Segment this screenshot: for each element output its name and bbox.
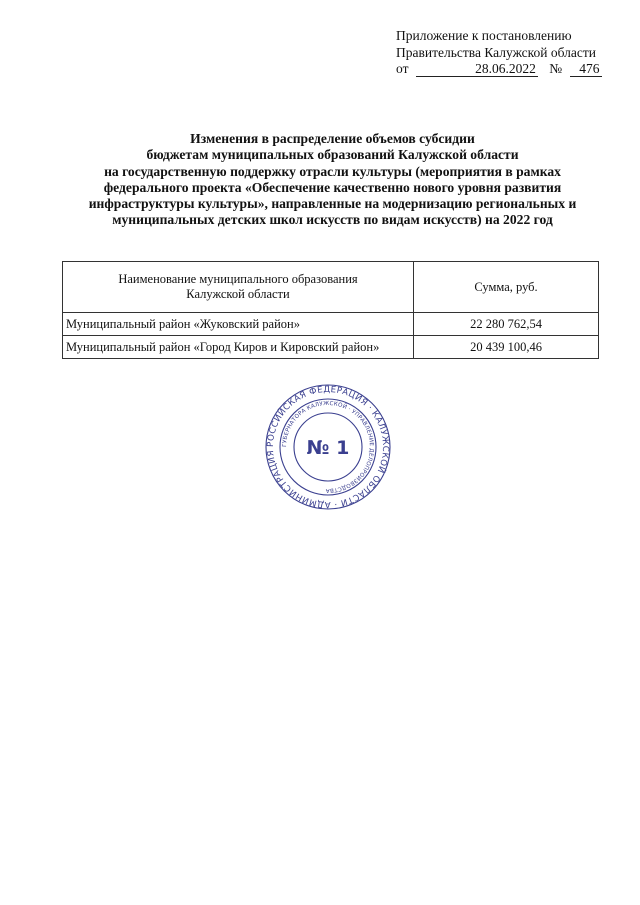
table-header-row: [63, 262, 599, 313]
table-row: [63, 336, 599, 359]
appendix-number-sign: №: [549, 61, 563, 76]
title-line: на государственную поддержку отрасли культуры (мероприятия в рамках: [104, 163, 561, 179]
subsidy-amount: 22 280 762,54: [414, 313, 599, 336]
appendix-line-1: Приложение к постановлению: [396, 28, 572, 43]
document-title: [60, 131, 605, 229]
subsidy-amount: 20 439 100,46: [414, 336, 599, 359]
appendix-note: [396, 28, 628, 78]
title-line: Изменения в распределение объемов субсидии: [190, 131, 475, 146]
table-row: [63, 313, 599, 336]
title-line: федерального проекта «Обеспечение качественно нового уровня развития: [103, 179, 562, 195]
municipality-name: Муниципальный район «Город Киров и Кировский район»: [63, 336, 414, 359]
appendix-line-2: Правительства Калужской области: [396, 44, 597, 60]
header-amount: Сумма, руб.: [414, 262, 599, 313]
header-municipality-line-2: Калужской области: [186, 287, 290, 301]
seal-outer-text: РОССИЙСКАЯ ФЕДЕРАЦИЯ · КАЛУЖСКОЙ ОБЛАСТИ · АДМИНИСТРАЦИЯ: [265, 384, 391, 510]
official-seal: [264, 383, 392, 511]
header-municipality-line-1: Наименование муниципального образования: [118, 272, 358, 286]
municipality-name: Муниципальный район «Жуковский район»: [63, 313, 414, 336]
title-line: бюджетам муниципальных образований Калужской области: [146, 147, 519, 163]
header-municipality: [63, 262, 414, 313]
appendix-line-3: [396, 61, 628, 78]
subsidy-table: [62, 261, 599, 359]
seal-inner-text: ГУБЕРНАТОРА КАЛУЖСКОЙ · УПРАВЛЕНИЕ ДЕЛОПРОИЗВОДСТВА: [281, 400, 375, 494]
seal-center-number: № 1: [306, 437, 350, 459]
appendix-from-label: от: [396, 61, 409, 76]
title-line: инфраструктуры культуры», направленные на модернизацию региональных и: [88, 196, 577, 212]
appendix-number: 476: [570, 62, 602, 77]
title-line: муниципальных детских школ искусств по видам искусств) на 2022 год: [112, 212, 553, 228]
appendix-date: 28.06.2022: [416, 62, 538, 77]
